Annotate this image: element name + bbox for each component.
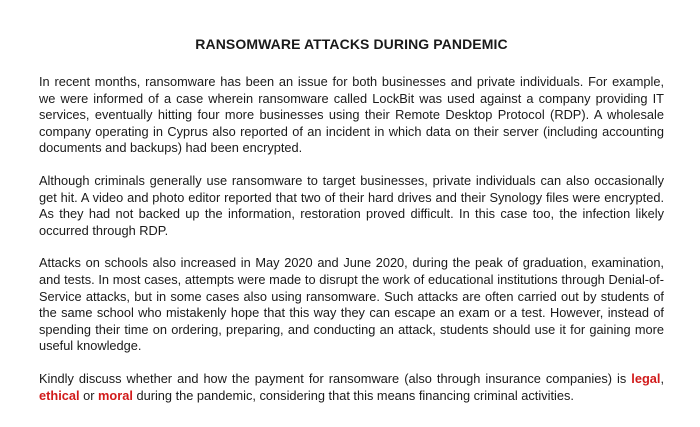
prompt-or: or <box>79 387 99 403</box>
highlight-moral: moral <box>98 387 133 403</box>
prompt-comma: , <box>660 370 664 386</box>
highlight-legal: legal <box>631 370 661 386</box>
highlight-ethical: ethical <box>39 387 80 403</box>
paragraph-lockbit: In recent months, ransomware has been an issue for both businesses and private individuals. For example, we were informed of a case wherein ransomware called LockBit was used against a company providing IT services, eventually hitting four more businesses using their Remote Desktop Protocol (RDP). A wholesale company operating in Cyprus also reported of an incident in which data on their server (including accounting documents and backups) had been encrypted. <box>39 74 664 156</box>
document-title: RANSOMWARE ATTACKS DURING PANDEMIC <box>195 36 508 52</box>
paragraph-discussion-prompt <box>39 371 664 404</box>
paragraph-private-individuals: Although criminals generally use ransomware to target businesses, private individuals can also occasionally get hit. A video and photo editor reported that two of their hard drives and their Synology files were encrypted. As they had not backed up the information, restoration proved difficult. In this case too, the infection likely occurred through RDP. <box>39 172 664 238</box>
paragraph-schools: Attacks on schools also increased in May 2020 and June 2020, during the peak of graduation, examination, and tests. In most cases, attempts were made to disrupt the work of educational institutions through Denial-of-Service attacks, but in some cases also using ransomware. Such attacks are often carried out by students of the same school who mistakenly hope that this way they can escape an exam or a test. However, instead of spending their time on ordering, preparing, and conducting an attack, students should use it for gaining more useful knowledge. <box>39 255 664 354</box>
prompt-intro-text: Kindly discuss whether and how the payment for ransomware (also through insurance companies) is <box>39 370 632 386</box>
prompt-outro-text: during the pandemic, considering that this means financing criminal activities. <box>132 387 574 403</box>
